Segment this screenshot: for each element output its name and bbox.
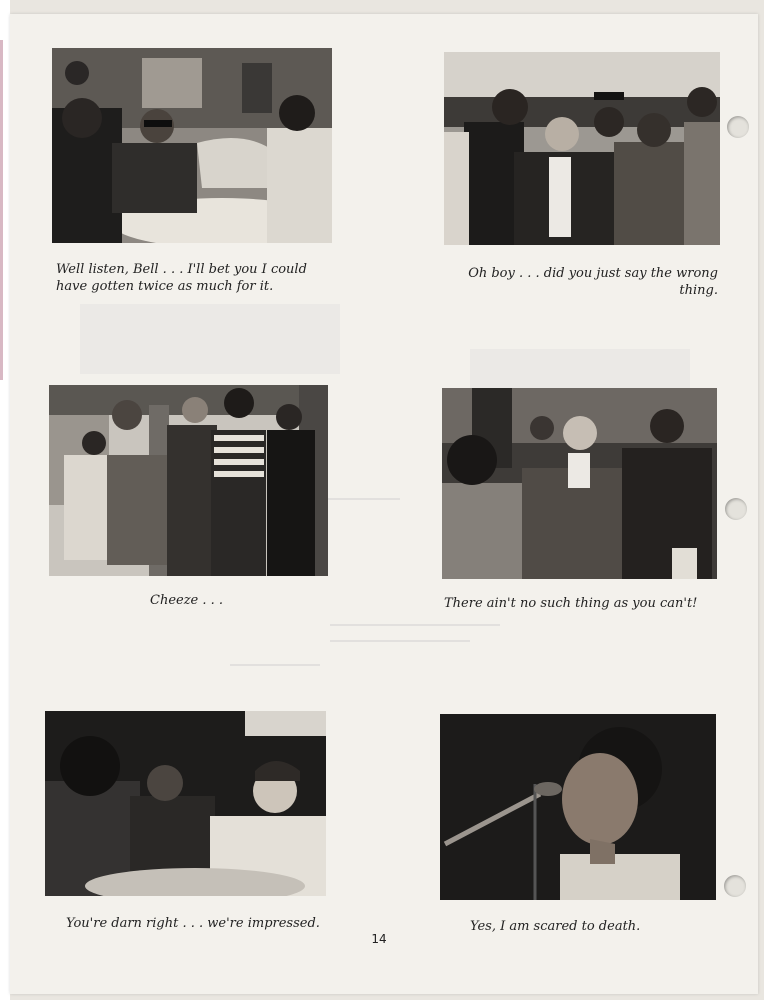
caption-2: Oh boy . . . did you just say the wrong thing. xyxy=(468,266,718,298)
show-through-line xyxy=(330,640,470,642)
photo-3 xyxy=(49,385,328,576)
show-through-line xyxy=(230,664,320,666)
photo-6 xyxy=(440,714,716,900)
show-through-block xyxy=(470,349,690,389)
binder-hole xyxy=(724,875,746,897)
show-through-line xyxy=(330,624,500,626)
photo-1 xyxy=(52,48,332,243)
caption-6: Yes, I am scared to death. xyxy=(470,919,641,934)
caption-5: You're darn right . . . we're impressed. xyxy=(66,916,320,931)
caption-1: Well listen, Bell . . . I'll bet you I could have gotten twice as much for it. xyxy=(56,262,307,294)
caption-4: There ain't no such thing as you can't! xyxy=(444,596,698,611)
photo-4 xyxy=(442,388,717,579)
photo-5 xyxy=(45,711,326,896)
binder-hole xyxy=(727,116,749,138)
show-through-block xyxy=(80,304,340,374)
binder-hole xyxy=(725,498,747,520)
photo-2 xyxy=(444,52,720,245)
page-edge-mark xyxy=(0,40,3,380)
caption-3: Cheeze . . . xyxy=(150,593,224,608)
page-number: 14 xyxy=(371,932,387,946)
